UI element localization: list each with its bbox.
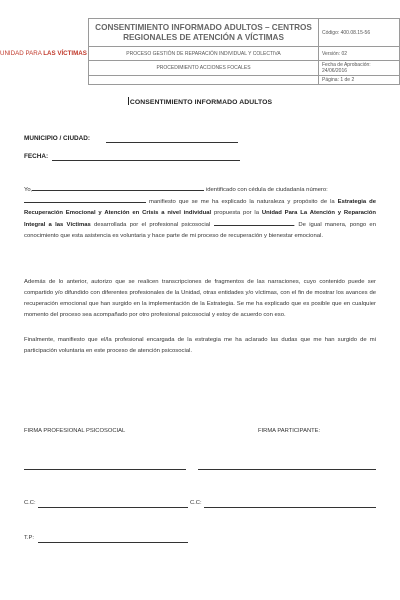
- tp-line[interactable]: [38, 542, 188, 543]
- participant-signature-line[interactable]: [198, 469, 376, 470]
- logo-text: UNIDAD PARA LAS VÍCTIMAS: [0, 50, 87, 57]
- header-table: [88, 18, 400, 85]
- fecha-line[interactable]: [52, 160, 240, 161]
- form-code: Código: 400.08.15-56: [319, 19, 400, 47]
- participant-cc-label: C.C:: [190, 500, 202, 506]
- professional-signature-line[interactable]: [24, 469, 186, 470]
- document-header: [0, 18, 400, 83]
- text-cursor: [128, 97, 129, 105]
- tp-label: T.P:: [24, 535, 34, 541]
- form-title: CONSENTIMIENTO INFORMADO ADULTOS – CENTROS REGIONALES DE ATENCIÓN A VÍCTIMAS: [89, 19, 319, 47]
- consent-paragraph-1: Yo, identificado con cédula de ciudadanía número: manifiesto que se me ha explicado la naturaleza y propósito de la Estrategia de Recuperación Emocional y Atención en Crisis a nivel individual propuesta por la Unidad Para La Atención y Reparación Integral a las Víctimas desarrollada por el profesional psicosocial . De igual manera, pongo en conocimiento que esta asistencia es voluntaria y hace parte de mi proceso de recuperación y bienestar emocional.: [24, 184, 376, 242]
- consent-paragraph-2: Además de lo anterior, autorizo que se realicen transcripciones de fragmentos de las narraciones, cuyo contenido puede ser compartido y/o difundido con diferentes profesionales de la Unidad, otras entidades y/o víctimas, con el fin de mostrar los avances de recuperación emocional que han surgido en la implementación de la Estrategia. Se me ha explicado que es posible que en cualquier momento del proceso sea acompañado por otro profesional psicosocial y estoy de acuerdo con eso.: [24, 279, 376, 318]
- document-title: CONSENTIMIENTO INFORMADO ADULTOS: [129, 99, 273, 106]
- participant-cc-line[interactable]: [204, 507, 376, 508]
- empty-cell: [89, 76, 319, 85]
- name-blank[interactable]: [32, 184, 204, 191]
- page-number: Página: 1 de 2: [319, 76, 400, 85]
- form-version: Versión: 02: [319, 47, 400, 61]
- procedure-name: PROCEDIMIENTO ACCIONES FOCALES: [89, 61, 319, 76]
- municipio-line[interactable]: [106, 142, 238, 143]
- professional-blank[interactable]: [214, 219, 294, 226]
- fecha-label: FECHA:: [24, 153, 49, 160]
- professional-cc-label: C.C:: [24, 500, 36, 506]
- participant-signature-label: FIRMA PARTICIPANTE:: [258, 428, 321, 434]
- municipio-label: MUNICIPIO / CIUDAD:: [24, 135, 91, 142]
- approval-date: Fecha de Aprobación: 24/06/2016: [319, 61, 400, 76]
- consent-paragraph-3: Finalmente, manifiesto que el/la profesional encargada de la estrategia me ha aclarado las dudas que me han surgido de mi participación voluntaria en este proceso de atención psicosocial.: [24, 337, 376, 354]
- id-number-blank[interactable]: [24, 196, 146, 203]
- logo: [0, 28, 88, 68]
- professional-cc-line[interactable]: [38, 507, 188, 508]
- professional-signature-label: FIRMA PROFESIONAL PSICOSOCIAL: [24, 428, 126, 434]
- process-name: PROCESO GESTIÓN DE REPARACIÓN INDIVIDUAL Y COLECTIVA: [89, 47, 319, 61]
